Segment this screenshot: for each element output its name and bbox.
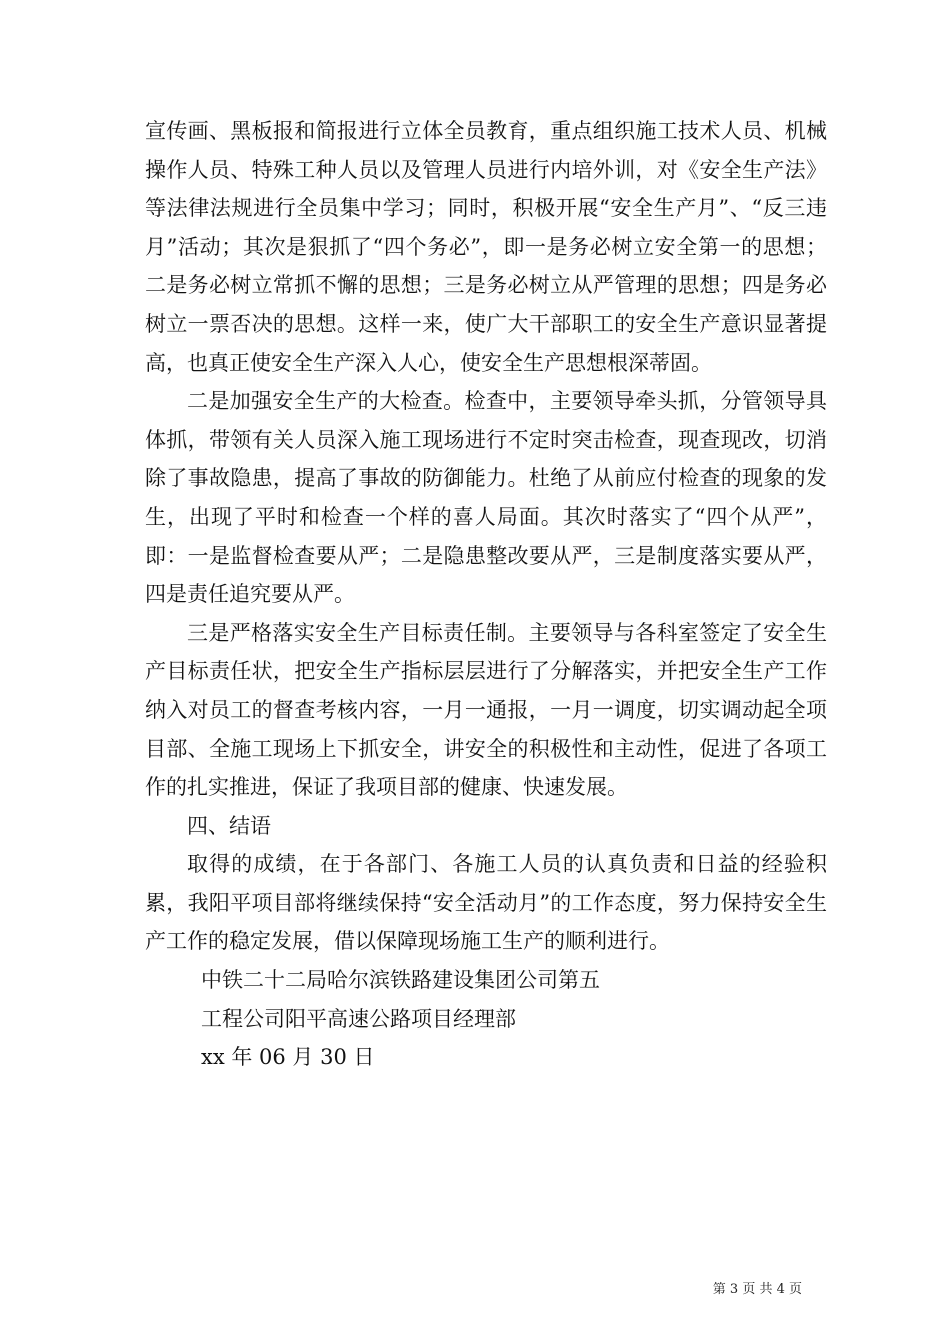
- page-number-footer: 第 3 页 共 4 页: [712, 1282, 802, 1297]
- section-heading-conclusion: 四、结语: [187, 813, 271, 838]
- signature-organization-line1: 中铁二十二局哈尔滨铁路建设集团公司第五: [201, 968, 600, 993]
- paragraph-3: 三是严格落实安全生产目标责任制。主要领导与各科室签定了安全生产目标责任状，把安全生产指标层层进行了分解落实，并把安全生产工作纳入对员工的督查考核内容，一月一通报，一月一调度，切实调动起全项目部、全施工现场上下抓安全，讲安全的积极性和主动性，促进了各项工作的扎实推进，保证了我项目部的健康、快速发展。: [145, 620, 827, 800]
- paragraph-1: 宣传画、黑板报和简报进行立体全员教育，重点组织施工技术人员、机械操作人员、特殊工种人员以及管理人员进行内培外训，对《安全生产法》等法律法规进行全员集中学习；同时，积极开展“安全生产月”、“反三违月”活动；其次是狠抓了“四个务必”，即一是务必树立安全第一的思想；二是务必树立常抓不懈的思想；三是务必树立从严管理的思想；四是务必树立一票否决的思想。这样一来，使广大干部职工的安全生产意识显著提高，也真正使安全生产深入人心，使安全生产思想根深蒂固。: [145, 119, 827, 375]
- signature-date: xx 年 06 月 30 日: [201, 1045, 375, 1070]
- document-body: [145, 112, 827, 1077]
- paragraph-2: 二是加强安全生产的大检查。检查中，主要领导牵头抓，分管领导具体抓，带领有关人员深入施工现场进行不定时突击检查，现查现改，切消除了事故隐患，提高了事故的防御能力。杜绝了从前应付检查的现象的发生，出现了平时和检查一个样的喜人局面。其次时落实了“四个从严”，即：一是监督检查要从严；二是隐患整改要从严，三是制度落实要从严，四是责任追究要从严。: [145, 389, 827, 607]
- signature-organization-line2: 工程公司阳平高速公路项目经理部: [201, 1006, 516, 1031]
- paragraph-5: 取得的成绩，在于各部门、各施工人员的认真负责和日益的经验积累，我阳平项目部将继续保持“安全活动月”的工作态度，努力保持安全生产工作的稳定发展，借以保障现场施工生产的顺利进行。: [145, 852, 827, 954]
